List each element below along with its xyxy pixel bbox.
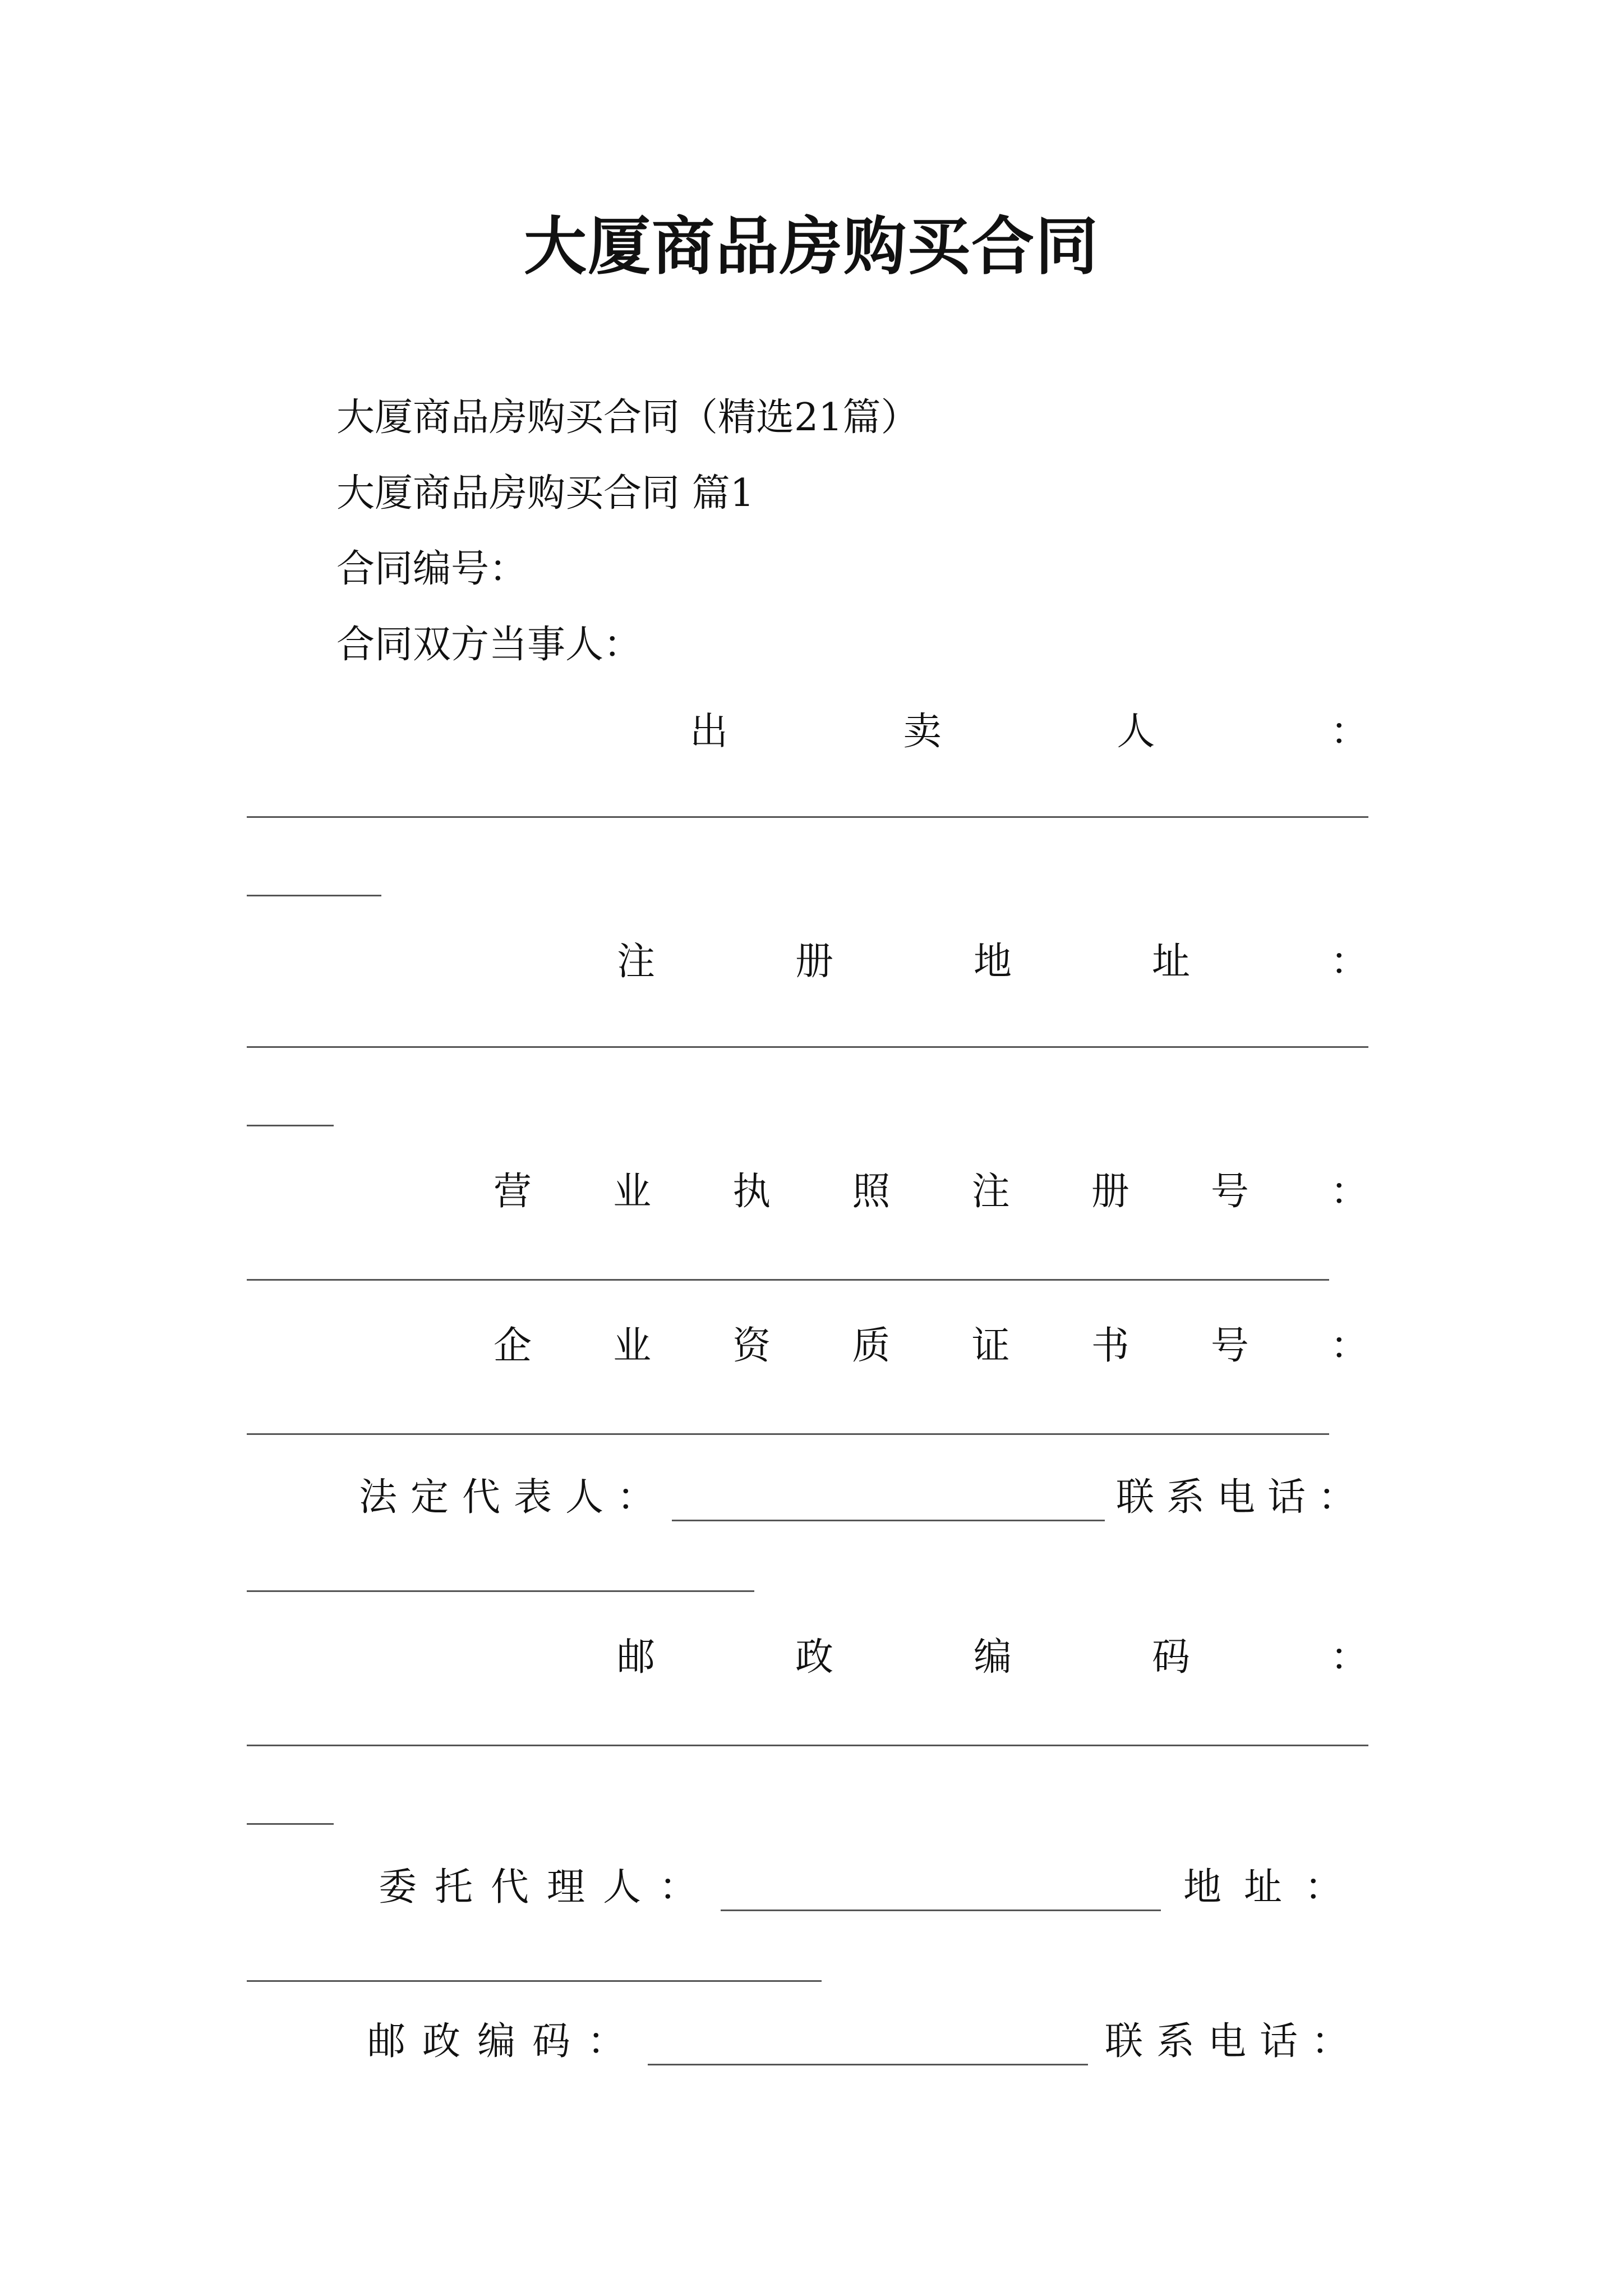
document-subtitle: 大厦商品房购买合同（精选21篇） (336, 395, 919, 440)
license-label-char: 照 (852, 1170, 891, 1214)
agent-line[interactable] (721, 1881, 1161, 1911)
agent-postcode-label: 邮政编码： (367, 2019, 643, 2064)
qualification-cert-label (494, 1315, 1368, 1370)
qualification-label-char: 企 (494, 1324, 532, 1368)
seller-name-line[interactable] (247, 816, 1368, 818)
agent-phone-label: 联系电话： (1105, 2019, 1363, 2064)
license-label-char: 业 (613, 1170, 652, 1214)
registered-address-line[interactable] (247, 1046, 1368, 1048)
agent-postcode-line[interactable] (648, 2036, 1088, 2065)
agent-address-label: 地址： (1183, 1865, 1366, 1910)
postcode-label-char: 编 (973, 1635, 1012, 1680)
section-heading: 大厦商品房购买合同 篇1 (336, 471, 754, 516)
address-label-char: ： (1330, 940, 1368, 984)
license-label-char: 册 (1091, 1170, 1129, 1214)
license-label-char: 注 (971, 1170, 1010, 1214)
qualification-label-char: 证 (971, 1324, 1010, 1368)
legal-rep-line[interactable] (672, 1492, 1105, 1521)
qualification-label-char: 书 (1091, 1324, 1129, 1368)
registered-address-line-cont[interactable] (247, 1125, 334, 1126)
postcode-label-char: 邮 (617, 1635, 656, 1680)
address-label-char: 址 (1151, 940, 1190, 984)
address-label-char: 册 (795, 940, 833, 984)
seller-label-char: ： (1330, 710, 1368, 754)
legal-rep-row (359, 1467, 1368, 1521)
license-label-char: ： (1330, 1170, 1368, 1214)
postcode-label (617, 1627, 1368, 1681)
agent-row (379, 1857, 1368, 1911)
legal-rep-label: 法定代表人： (359, 1475, 669, 1520)
license-label-char: 号 (1210, 1170, 1249, 1214)
phone-label: 联系电话： (1115, 1475, 1368, 1520)
seller-label-char: 出 (690, 710, 728, 754)
agent-postcode-row (367, 2011, 1368, 2065)
seller-label-char: 人 (1117, 710, 1155, 754)
address-label-char: 地 (973, 940, 1012, 984)
document-title: 大厦商品房购买合同 (524, 210, 1099, 283)
parties-label: 合同双方当事人： (336, 623, 642, 667)
qualification-label-char: ： (1330, 1324, 1368, 1368)
postcode-line[interactable] (247, 1745, 1368, 1746)
registered-address-label (617, 931, 1368, 986)
seller-label-char: 卖 (903, 710, 942, 754)
qualification-label-char: 资 (732, 1324, 771, 1368)
postcode-label-char: 码 (1151, 1635, 1190, 1680)
seller-name-line-cont[interactable] (247, 895, 381, 896)
qualification-cert-line[interactable] (247, 1433, 1329, 1435)
qualification-label-char: 业 (613, 1324, 652, 1368)
qualification-label-char: 质 (852, 1324, 891, 1368)
business-license-label (494, 1161, 1368, 1216)
seller-label (690, 701, 1368, 756)
business-license-line[interactable] (247, 1279, 1329, 1281)
postcode-label-char: ： (1330, 1635, 1368, 1680)
address-label-char: 注 (617, 940, 656, 984)
agent-address-line[interactable] (247, 1980, 822, 1982)
postcode-line-cont[interactable] (247, 1823, 334, 1825)
license-label-char: 执 (732, 1170, 771, 1214)
license-label-char: 营 (494, 1170, 532, 1214)
contract-number-label: 合同编号： (336, 547, 528, 591)
postcode-label-char: 政 (795, 1635, 833, 1680)
agent-label: 委托代理人： (379, 1865, 716, 1910)
qualification-label-char: 号 (1210, 1324, 1249, 1368)
phone-line[interactable] (247, 1590, 754, 1592)
